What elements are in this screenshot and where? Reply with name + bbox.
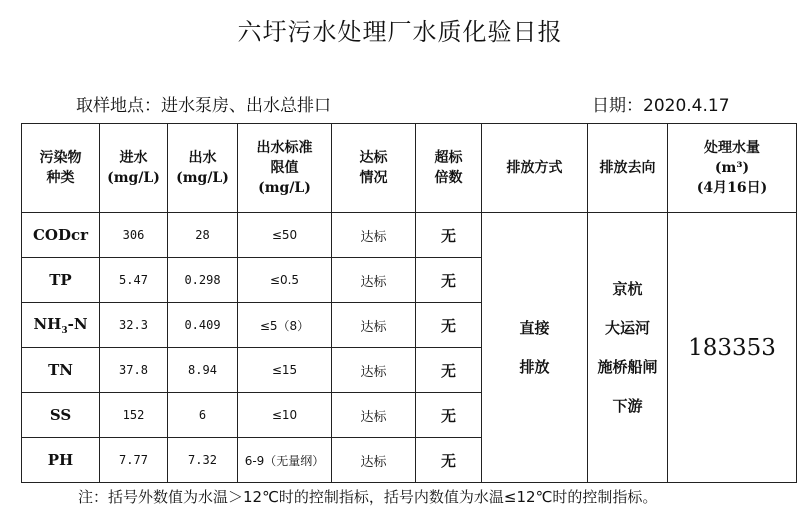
compliance-status: 达标 bbox=[332, 438, 416, 483]
inflow-value: 7.77 bbox=[100, 438, 168, 483]
exceed-value: 无 bbox=[416, 348, 482, 393]
inflow-value: 152 bbox=[100, 393, 168, 438]
exceed-value: 无 bbox=[416, 438, 482, 483]
limit-value: ≤10 bbox=[238, 393, 332, 438]
header-discharge-method: 排放方式 bbox=[482, 124, 588, 213]
compliance-status: 达标 bbox=[332, 348, 416, 393]
outflow-value: 7.32 bbox=[168, 438, 238, 483]
header-outflow: 出水 (mg/L) bbox=[168, 124, 238, 213]
exceed-value: 无 bbox=[416, 393, 482, 438]
inflow-value: 37.8 bbox=[100, 348, 168, 393]
header-inflow: 进水 (mg/L) bbox=[100, 124, 168, 213]
pollutant-name: SS bbox=[22, 393, 100, 438]
inflow-value: 306 bbox=[100, 213, 168, 258]
inflow-value: 32.3 bbox=[100, 303, 168, 348]
sampling-location: 取样地点：进水泵房、出水总排口 bbox=[76, 96, 331, 116]
header-exceed: 超标 倍数 bbox=[416, 124, 482, 213]
compliance-status: 达标 bbox=[332, 258, 416, 303]
report-title: 六圩污水处理厂水质化验日报 bbox=[237, 18, 563, 46]
header-compliance: 达标 情况 bbox=[332, 124, 416, 213]
discharge-destination-cell: 京杭 大运河 施桥船闸 下游 bbox=[588, 213, 668, 483]
limit-value: 6-9（无量纲） bbox=[238, 438, 332, 483]
limit-value: ≤0.5 bbox=[238, 258, 332, 303]
header-row bbox=[22, 124, 797, 213]
limit-value: ≤50 bbox=[238, 213, 332, 258]
header-limit: 出水标准 限值 (mg/L) bbox=[238, 124, 332, 213]
discharge-method-cell: 直接 排放 bbox=[482, 213, 588, 483]
pollutant-name: TP bbox=[22, 258, 100, 303]
pollutant-name: $NH_3-N$ bbox=[22, 303, 100, 348]
header-discharge-to: 排放去向 bbox=[588, 124, 668, 213]
outflow-value: 6 bbox=[168, 393, 238, 438]
exceed-value: 无 bbox=[416, 258, 482, 303]
pollutant-name: PH bbox=[22, 438, 100, 483]
compliance-status: 达标 bbox=[332, 393, 416, 438]
pollutant-name: CODcr bbox=[22, 213, 100, 258]
outflow-value: 28 bbox=[168, 213, 238, 258]
table-row bbox=[22, 213, 797, 258]
header-volume: 处理水量 (m³) (4月16日) bbox=[668, 124, 797, 213]
limit-value: ≤5（8） bbox=[238, 303, 332, 348]
compliance-status: 达标 bbox=[332, 213, 416, 258]
footnote: 注：括号外数值为水温＞12℃时的控制指标，括号内数值为水温≤12℃时的控制指标。 bbox=[78, 488, 658, 506]
limit-value: ≤15 bbox=[238, 348, 332, 393]
exceed-value: 无 bbox=[416, 303, 482, 348]
header-pollutant: 污染物 种类 bbox=[22, 124, 100, 213]
inflow-value: 5.47 bbox=[100, 258, 168, 303]
pollutant-name: TN bbox=[22, 348, 100, 393]
water-quality-table bbox=[21, 123, 797, 483]
outflow-value: 0.298 bbox=[168, 258, 238, 303]
outflow-value: 0.409 bbox=[168, 303, 238, 348]
report-date: 日期：2020.4.17 bbox=[592, 96, 730, 116]
treated-volume-value: 183353 bbox=[668, 213, 797, 483]
compliance-status: 达标 bbox=[332, 303, 416, 348]
outflow-value: 8.94 bbox=[168, 348, 238, 393]
exceed-value: 无 bbox=[416, 213, 482, 258]
